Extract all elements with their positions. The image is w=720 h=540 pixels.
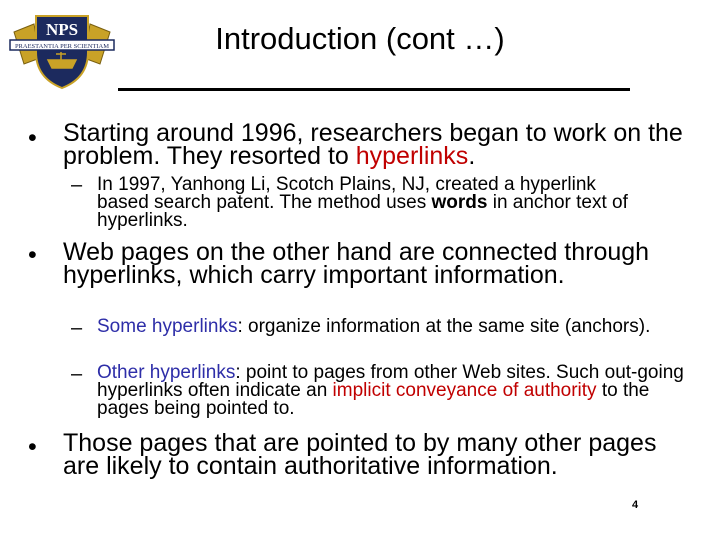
- words-emphasis: words: [431, 192, 488, 213]
- page-number: 4: [632, 499, 639, 511]
- hyperlinks-highlight: hyperlinks: [355, 142, 469, 170]
- sub-bullet-marker: –: [71, 363, 83, 385]
- sub-bullet-marker: –: [71, 174, 83, 196]
- title-underline: [118, 88, 630, 91]
- sub-bullet-marker: –: [71, 317, 83, 339]
- bullet-2-text: Web pages on the other hand are connected through hyperlinks, which carry important information.: [63, 238, 650, 289]
- bullet-marker: •: [28, 433, 37, 461]
- some-hyperlinks-highlight: Some hyperlinks: [97, 316, 238, 337]
- sub-bullet-3-text: Other hyperlinks: point to pages from other Web sites. Such out-going hyperlinks often indicate an implicit conveyance of authority to the pages being pointed to.: [97, 362, 684, 419]
- implicit-authority-highlight: implicit conveyance of authority: [332, 380, 597, 401]
- bullet-3-text: Those pages that are pointed to by many other pages are likely to contain authoritative information.: [63, 429, 657, 480]
- logo-ribbon-text: PRAESTANTIA PER SCIENTIAM: [14, 43, 110, 50]
- slide-title: Introduction (cont …): [215, 21, 505, 56]
- sub-bullet-1-text: In 1997, Yanhong Li, Scotch Plains, NJ, created a hyperlink based search patent. The method uses words in anchor text of hyperlinks.: [97, 174, 628, 231]
- sub-bullet-2-text: Some hyperlinks: organize information at the same site (anchors).: [97, 316, 651, 337]
- other-hyperlinks-highlight: Other hyperlinks: [97, 362, 236, 383]
- bullet-marker: •: [28, 124, 37, 152]
- logo-letters: NPS: [45, 20, 79, 39]
- nps-logo: [4, 2, 120, 92]
- bullet-1-text: Starting around 1996, researchers began to work on the problem. They resorted to hyperlinks.: [63, 119, 683, 170]
- bullet-marker: •: [28, 241, 37, 269]
